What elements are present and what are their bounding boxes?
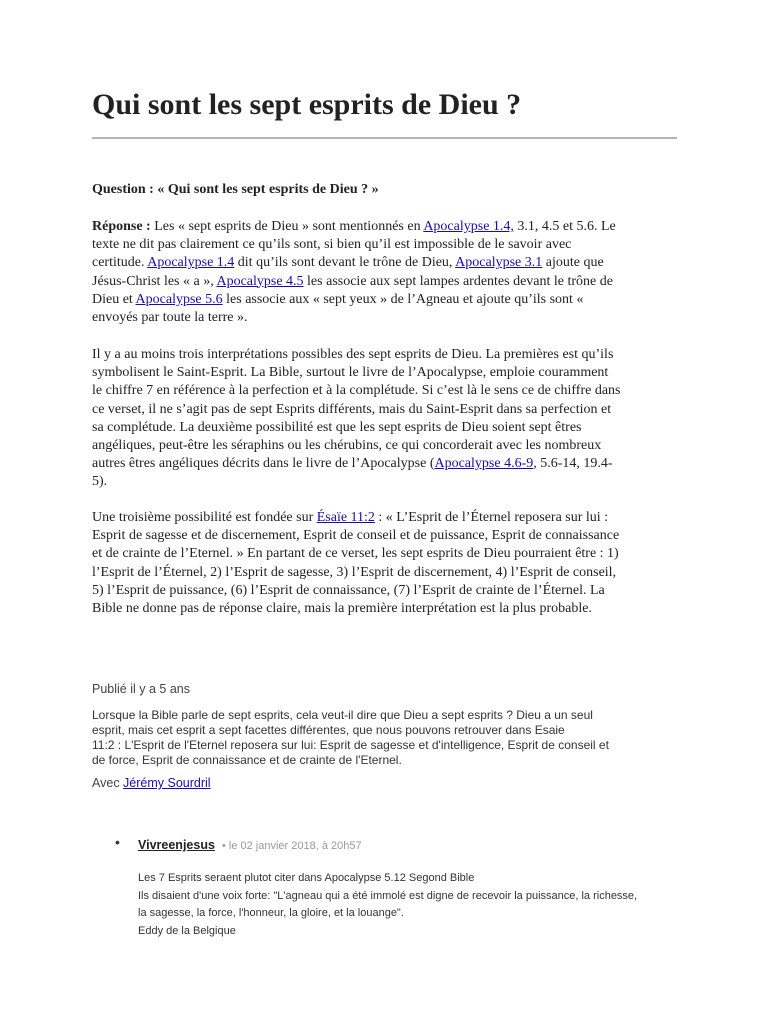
isaiah-paragraph xyxy=(92,509,682,618)
answer-line-3 xyxy=(92,254,682,272)
answer-line-4 xyxy=(92,273,682,291)
answer-text: Jésus-Christ les « a », xyxy=(92,273,217,289)
para3-text: Une troisième possibilité est fondée sur xyxy=(92,510,317,525)
summary-line-1: Lorsque la Bible parle de sept esprits, cela veut-il dire que Dieu a sept esprits ? Dieu a un seul xyxy=(92,708,593,722)
link-apocalypse-4-5[interactable]: Apocalypse 4.5 xyxy=(216,273,304,289)
author-link[interactable]: Jérémy Sourdril xyxy=(123,776,211,790)
answer-text: dit qu’ils sont devant le trône de Dieu, xyxy=(234,255,456,271)
para2-line-7 xyxy=(92,455,682,473)
summary-text xyxy=(92,708,692,768)
question-text: Question : « Qui sont les sept esprits de Dieu ? » xyxy=(92,182,379,197)
link-esaie-11-2[interactable]: Ésaïe 11:2 xyxy=(316,510,375,525)
summary-line-3: 11:2 : L'Esprit de l'Eternel reposera sur lui: Esprit de sagesse et d'intelligence, Esprit de conseil et xyxy=(92,738,609,752)
answer-text: certitude. xyxy=(92,255,148,271)
summary-line-4: de force, Esprit de connaissance et de crainte de l'Eternel. xyxy=(92,753,402,767)
answer-text: Les « sept esprits de Dieu » sont mentionnés en xyxy=(150,219,424,234)
para3-line-5: 5) l’Esprit de puissance, (6) l’Esprit de connaissance, (7) l’Esprit de crainte de l’Éternel. La xyxy=(92,582,605,598)
para2-line-1: Il y a au moins trois interprétations possibles des sept esprits de Dieu. La premières est qu’ils xyxy=(92,347,614,362)
para2-line-2: symbolisent le Saint-Esprit. La Bible, surtout le livre de l’Apocalypse, emploie couramment xyxy=(92,365,609,381)
comment-date: • le 02 janvier 2018, à 20h57 xyxy=(218,840,362,852)
page-title: Qui sont les sept esprits de Dieu ? xyxy=(92,88,522,121)
para2-line-4: ce verset, il ne s’agit pas de sept Esprits différents, mais du Saint-Esprit dans sa perfection et xyxy=(92,401,612,417)
bullet-icon: • xyxy=(115,834,120,850)
para2-text: , 5.6-14, 19.4- xyxy=(533,456,613,472)
para2-line-8: 5). xyxy=(92,474,108,490)
comment-line-4: Eddy de la Belgique xyxy=(138,924,236,937)
comment-author-link[interactable]: Vivreenjesus xyxy=(138,838,215,852)
answer-text: 3.1, 4.5 et 5.6. Le xyxy=(513,219,616,234)
para3-line-1 xyxy=(92,509,682,527)
author-prefix: Avec xyxy=(92,776,124,790)
summary-line-2: esprit, mais cet esprit a sept facettes différentes, que nous pouvons retrouver dans Esaie xyxy=(92,723,565,737)
para2-text: autres êtres angéliques décrits dans le livre de l’Apocalypse ( xyxy=(92,456,435,472)
comment-line-3: la sagesse, la force, l'honneur, la gloire, et la louange". xyxy=(138,907,404,919)
answer-label: Réponse : xyxy=(92,219,151,234)
para3-line-6: Bible ne donne pas de réponse claire, mais la première interprétation est la plus probable. xyxy=(92,601,592,617)
title-divider xyxy=(92,137,677,139)
answer-text: Dieu et xyxy=(92,291,136,307)
answer-line-2: texte ne dit pas clairement ce qu’ils sont, si bien qu’il est impossible de le savoir avec xyxy=(92,237,572,253)
comment-header xyxy=(138,836,362,854)
para3-text: : « L’Esprit de l’Éternel reposera sur lui : xyxy=(374,510,609,525)
link-apocalypse-5-6[interactable]: Apocalypse 5.6 xyxy=(135,291,223,307)
comment-body xyxy=(138,870,637,940)
comment-line-1: Les 7 Esprits seraent plutot citer dans Apocalypse 5.12 Segond Bible xyxy=(138,872,475,884)
link-apocalypse-1-4-second[interactable]: Apocalypse 1.4 xyxy=(147,255,235,271)
para2-line-3: le chiffre 7 en référence à la perfection et à la complétude. Si c’est là le sens ce de chiffre dans xyxy=(92,383,621,399)
answer-line-6: envoyés par toute la terre ». xyxy=(92,310,248,326)
author-credit xyxy=(92,776,211,790)
para2-line-6: angéliques, peut-être les séraphins ou les chérubins, ce qui concorderait avec les nombreux xyxy=(92,438,602,454)
link-apocalypse-4-6-9[interactable]: Apocalypse 4.6-9 xyxy=(434,456,534,472)
answer-text: les associe aux « sept yeux » de l’Agneau et ajoute qu’ils sont « xyxy=(222,291,584,307)
comment-line-2: Ils disaient d'une voix forte: "L'agneau qui a été immolé est digne de recevoir la puissance, la richesse, xyxy=(138,889,638,902)
para3-line-3: et de crainte de l’Eternel. » En partant de ce verset, les sept esprits de Dieu pourraient être : 1) xyxy=(92,546,619,562)
answer-text: les associe aux sept lampes ardentes devant le trône de xyxy=(303,273,613,289)
interpretations-paragraph xyxy=(92,346,682,492)
para3-line-2: Esprit de sagesse et de discernement, Esprit de conseil et de puissance, Esprit de connaissance xyxy=(92,528,620,544)
link-apocalypse-3-1[interactable]: Apocalypse 3.1 xyxy=(455,255,543,271)
published-date: Publié il y a 5 ans xyxy=(92,682,190,696)
para2-line-5: sa complétude. La deuxième possibilité est que les sept esprits de Dieu soient sept êtres xyxy=(92,419,582,435)
answer-line-1 xyxy=(92,218,682,236)
para3-line-4: l’Esprit de l’Éternel, 2) l’Esprit de sagesse, 3) l’Esprit de discernement, 4) l’Esprit de conseil, xyxy=(92,564,617,580)
answer-text: ajoute que xyxy=(542,255,604,271)
answer-paragraph xyxy=(92,218,682,327)
link-apocalypse-1-4[interactable]: Apocalypse 1.4, xyxy=(423,219,514,234)
answer-line-5 xyxy=(92,291,682,309)
